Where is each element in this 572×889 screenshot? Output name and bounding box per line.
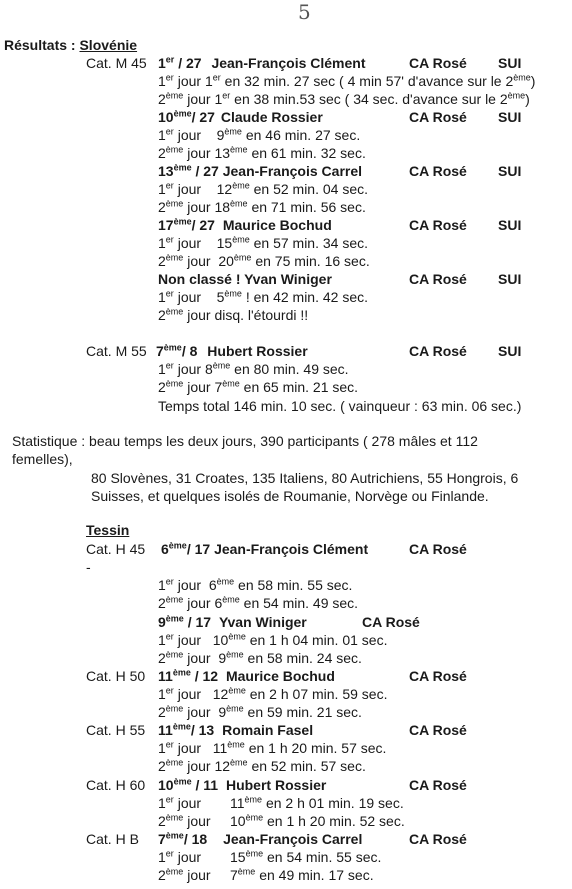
club: CA Rosé xyxy=(409,217,467,233)
day2-line: 2ème jour xyxy=(158,866,211,883)
stats-line: femelles), xyxy=(12,451,73,467)
day2-line: 2ème jour 13ème en 61 min. 32 sec. xyxy=(158,144,366,161)
category-h55: Cat. H 55 xyxy=(86,722,146,738)
results-label: Résultats : xyxy=(4,37,76,53)
club: CA Rosé xyxy=(409,55,467,71)
day1-line: 1er jour 12ème en 52 min. 04 sec. xyxy=(158,180,369,197)
day1-line: 1er jour 15ème en 57 min. 34 sec. xyxy=(158,234,369,251)
result-rank-line: 10ème / 11 Hubert Rossier xyxy=(158,776,327,793)
day2-line: 2ème jour disq. l'étourdi !! xyxy=(158,306,309,323)
day2-line: 2ème jour 9ème en 58 min. 24 sec. xyxy=(158,649,362,666)
result-unranked: Non classé ! Yvan Winiger xyxy=(158,271,332,287)
club: CA Rosé xyxy=(409,163,467,179)
club: CA Rosé xyxy=(409,668,467,684)
day1-line: 1er jour 5ème ! en 42 min. 42 sec. xyxy=(158,288,369,305)
day1-line: 1er jour xyxy=(158,794,202,811)
category-h50: Cat. H 50 xyxy=(86,668,146,684)
nationality: SUI xyxy=(498,109,522,125)
day1-line: 1er jour 6ème en 58 min. 55 sec. xyxy=(158,576,353,593)
result-rank-line: 6ème/ 17 Jean-François Clément xyxy=(161,540,369,557)
day1-result: 15ème en 54 min. 55 sec. xyxy=(230,848,382,865)
day2-line: 2ème jour 18ème en 71 min. 56 sec. xyxy=(158,198,366,215)
day1-line: 1er jour 10ème en 1 h 04 min. 01 sec. xyxy=(158,631,388,648)
result-rank-line: 10ème/ 27 Claude Rossier xyxy=(158,108,323,125)
result-rank-line: 17ème/ 27 Maurice Bochud xyxy=(158,216,332,233)
results-heading xyxy=(4,37,137,53)
total-time: Temps total 146 min. 10 sec. ( vainqueur : 63 min. 06 sec.) xyxy=(158,398,522,414)
rank: 1 xyxy=(158,55,166,71)
day2-line: 2ème jour 7ème en 65 min. 21 sec. xyxy=(158,378,359,395)
athlete-name: Maurice Bochud xyxy=(222,217,332,233)
stats-line: Suisses, et quelques isolés de Roumanie, Norvège ou Finlande. xyxy=(91,488,489,504)
country-tessin: Tessin xyxy=(86,522,130,538)
category-h45: Cat. H 45 xyxy=(86,541,146,557)
athlete-name: Hubert Rossier xyxy=(225,777,327,793)
club: CA Rosé xyxy=(409,541,467,557)
day1-line: 1er jour 8ème en 80 min. 49 sec. xyxy=(158,360,349,377)
category-hb: Cat. H B xyxy=(86,831,139,847)
athlete-name: Maurice Bochud xyxy=(225,668,335,684)
category-h60: Cat. H 60 xyxy=(86,777,146,793)
club: CA Rosé xyxy=(409,831,467,847)
category-m45: Cat. M 45 xyxy=(86,55,147,71)
club: CA Rosé xyxy=(409,343,467,359)
club: CA Rosé xyxy=(409,271,467,287)
day1-line: 1er jour 9ème en 46 min. 27 sec. xyxy=(158,126,361,143)
result-rank-line: 7ème/ 18 Jean-François Carrel xyxy=(158,830,363,847)
stats-line: Statistique : beau temps les deux jours, 390 participants ( 278 mâles et 112 xyxy=(12,433,478,449)
day2-line: 2ème jour 9ème en 59 min. 21 sec. xyxy=(158,703,362,720)
day2-result: 10ème en 1 h 20 min. 52 sec. xyxy=(230,812,405,829)
result-rank-line xyxy=(158,55,366,71)
nationality: SUI xyxy=(498,163,522,179)
category-m55: Cat. M 55 xyxy=(86,343,147,359)
dash: - xyxy=(86,559,91,575)
athlete-name: Jean-François Clément xyxy=(211,55,366,71)
day1-result: 11ème en 2 h 01 min. 19 sec. xyxy=(230,794,404,811)
day2-line: 2ème jour 20ème en 75 min. 16 sec. xyxy=(158,252,370,269)
day1-line: 1er jour 11ème en 1 h 20 min. 57 sec. xyxy=(158,739,387,756)
stats-line: 80 Slovènes, 31 Croates, 135 Italiens, 80 Autrichiens, 55 Hongrois, 6 xyxy=(91,470,519,486)
athlete-name: Jean-François Clément xyxy=(214,541,369,557)
result-rank-line: 7ème/ 8 Hubert Rossier xyxy=(156,342,308,359)
day1-line: 1er jour 12ème en 2 h 07 min. 59 sec. xyxy=(158,685,388,702)
day2-result: 7ème en 49 min. 17 sec. xyxy=(230,866,374,883)
athlete-name: Jean-François Carrel xyxy=(223,831,363,847)
athlete-name: Romain Fasel xyxy=(222,722,314,738)
athlete-name: Jean-François Carrel xyxy=(222,163,363,179)
club: CA Rosé xyxy=(409,109,467,125)
nationality: SUI xyxy=(498,343,522,359)
rank-total: / 27 xyxy=(178,55,202,71)
country-slovenie: Slovénie xyxy=(79,37,138,53)
day2-line: 2ème jour 6ème en 54 min. 49 sec. xyxy=(158,594,359,611)
athlete-name: Claude Rossier xyxy=(220,109,323,125)
day2-line: 2ème jour 1er en 38 min.53 sec ( 34 sec. d'avance sur le 2ème) xyxy=(158,90,530,107)
rank-sup: er xyxy=(165,54,175,65)
nationality: SUI xyxy=(498,217,522,233)
nationality: SUI xyxy=(498,271,522,287)
nationality: SUI xyxy=(498,55,522,71)
club: CA Rosé xyxy=(409,777,467,793)
result-rank-line: 13ème / 27 Jean-François Carrel xyxy=(158,162,363,179)
club: CA Rosé xyxy=(409,722,467,738)
page-number: 5 xyxy=(298,0,311,24)
club: CA Rosé xyxy=(362,614,420,630)
day1-line: 1er jour xyxy=(158,848,202,865)
result-rank-line: 11ème/ 13 Romain Fasel xyxy=(158,721,314,738)
result-rank-line: 11ème / 12 Maurice Bochud xyxy=(158,667,335,684)
day2-line: 2ème jour xyxy=(158,812,211,829)
athlete-name: Yvan Winiger xyxy=(218,614,307,630)
athlete-name: Hubert Rossier xyxy=(207,343,308,359)
day1-line: 1er jour 1er en 32 min. 27 sec ( 4 min 57' d'avance sur le 2ème) xyxy=(158,72,536,89)
day2-line: 2ème jour 12ème en 52 min. 57 sec. xyxy=(158,757,366,774)
result-rank-line: 9ème / 17 Yvan Winiger xyxy=(158,613,307,630)
